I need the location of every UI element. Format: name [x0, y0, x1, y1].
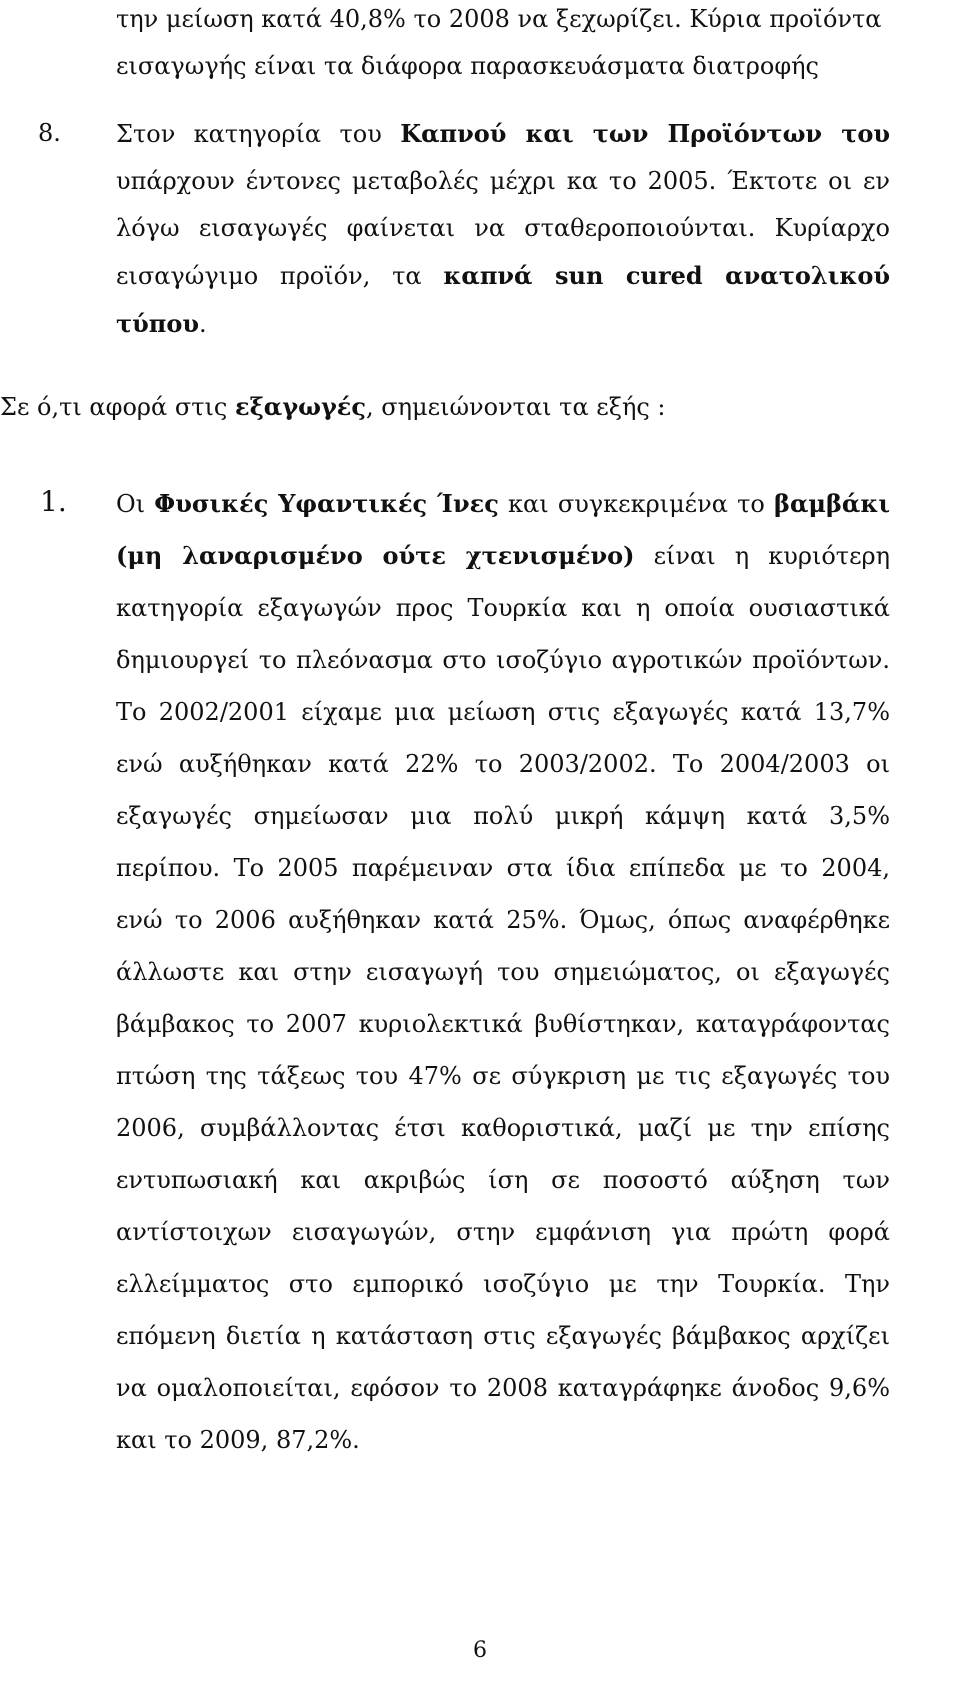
item-1-number: 1. — [40, 485, 67, 518]
item-7-tail-line-2: εισαγωγής είναι τα διάφορα παρασκευάσματα διατροφής — [116, 52, 819, 80]
item-1-bold-cotton: βαμβάκι (μη λαναρισμένο ούτε χτενισμένο) — [116, 489, 890, 570]
item-8-number: 8. — [38, 119, 61, 147]
item-8-paragraph — [116, 110, 890, 348]
item-1-paragraph — [116, 478, 890, 1466]
item-1-text-1: Οι — [116, 490, 155, 518]
exports-intro-text-2: , σημειώνονται τα εξής : — [366, 393, 666, 421]
item-8-text-3: . — [199, 310, 207, 338]
item-1-bold-natural-fibres: Φυσικές Υφαντικές Ίνες — [154, 489, 499, 518]
page-number: 6 — [473, 1638, 487, 1663]
item-7-tail-line-1: την μείωση κατά 40,8% το 2008 να ξεχωρίζει. Κύρια προϊόντα — [116, 5, 882, 33]
exports-intro — [0, 383, 900, 431]
item-7-tail — [116, 0, 890, 90]
item-1-text-3: είναι η κυριότερη κατηγορία εξαγωγών προς Τουρκία και η οποία ουσιαστικά δημιουργεί το πλεόνασμα στο ισοζύγιο αγροτικών προϊόντων. Το 2002/2001 είχαμε μια μείωση στις εξαγωγές κατά 13,7% ενώ αυξήθηκαν κατά 22% το 2003/2002. Το 2004/2003 οι εξαγωγές σημείωσαν μια πολύ μικρή κάμψη κατά 3,5% περίπου. Το 2005 παρέμειναν στα ίδια επίπεδα με το 2004, ενώ το 2006 αυξήθηκαν κατά 25%. Όμως, όπως αναφέρθηκε άλλωστε και στην εισαγωγή του σημειώματος, οι εξαγωγές βάμβακος το 2007 κυριολεκτικά βυθίστηκαν, καταγράφοντας πτώση της τάξεως του 47% σε σύγκριση με τις εξαγωγές του 2006, συμβάλλοντας έτσι καθοριστικά, μαζί με την επίσης εντυπωσιακή και ακριβώς ίση σε ποσοστό αύξηση των αντίστοιχων εισαγωγών, στην εμφάνιση για πρώτη φορά ελλείμματος στο εμπορικό ισοζύγιο με την Τουρκία. Την επόμενη διετία η κατάσταση στις εξαγωγές βάμβακος αρχίζει να ομαλοποιείται, εφόσον το 2008 καταγράφηκε άνοδος 9,6% και το 2009, 87,2%. — [116, 542, 891, 1454]
item-8-text-1: Στον κατηγορία του — [116, 120, 401, 148]
exports-intro-text-1: Σε ό,τι αφορά στις — [0, 393, 235, 421]
item-8-bold-tobacco: Καπνού και των Προϊόντων του — [400, 119, 891, 148]
item-1-text — [116, 478, 890, 1466]
item-8-bold-sun-cured: καπνά sun cured ανατολικού τύπου — [116, 261, 890, 338]
item-8-text — [116, 110, 890, 348]
item-1-text-2: και συγκεκριμένα το — [498, 490, 775, 518]
item-8-text-2: υπάρχουν έντονες μεταβολές μέχρι κα το 2005. Έκτοτε οι εν λόγω εισαγωγές φαίνεται να σταθεροποιούνται. Κυρίαρχο εισαγώγιμο προϊόν, τα — [116, 167, 890, 290]
exports-intro-bold-exports: εξαγωγές — [234, 392, 366, 421]
exports-intro-text — [0, 383, 900, 431]
